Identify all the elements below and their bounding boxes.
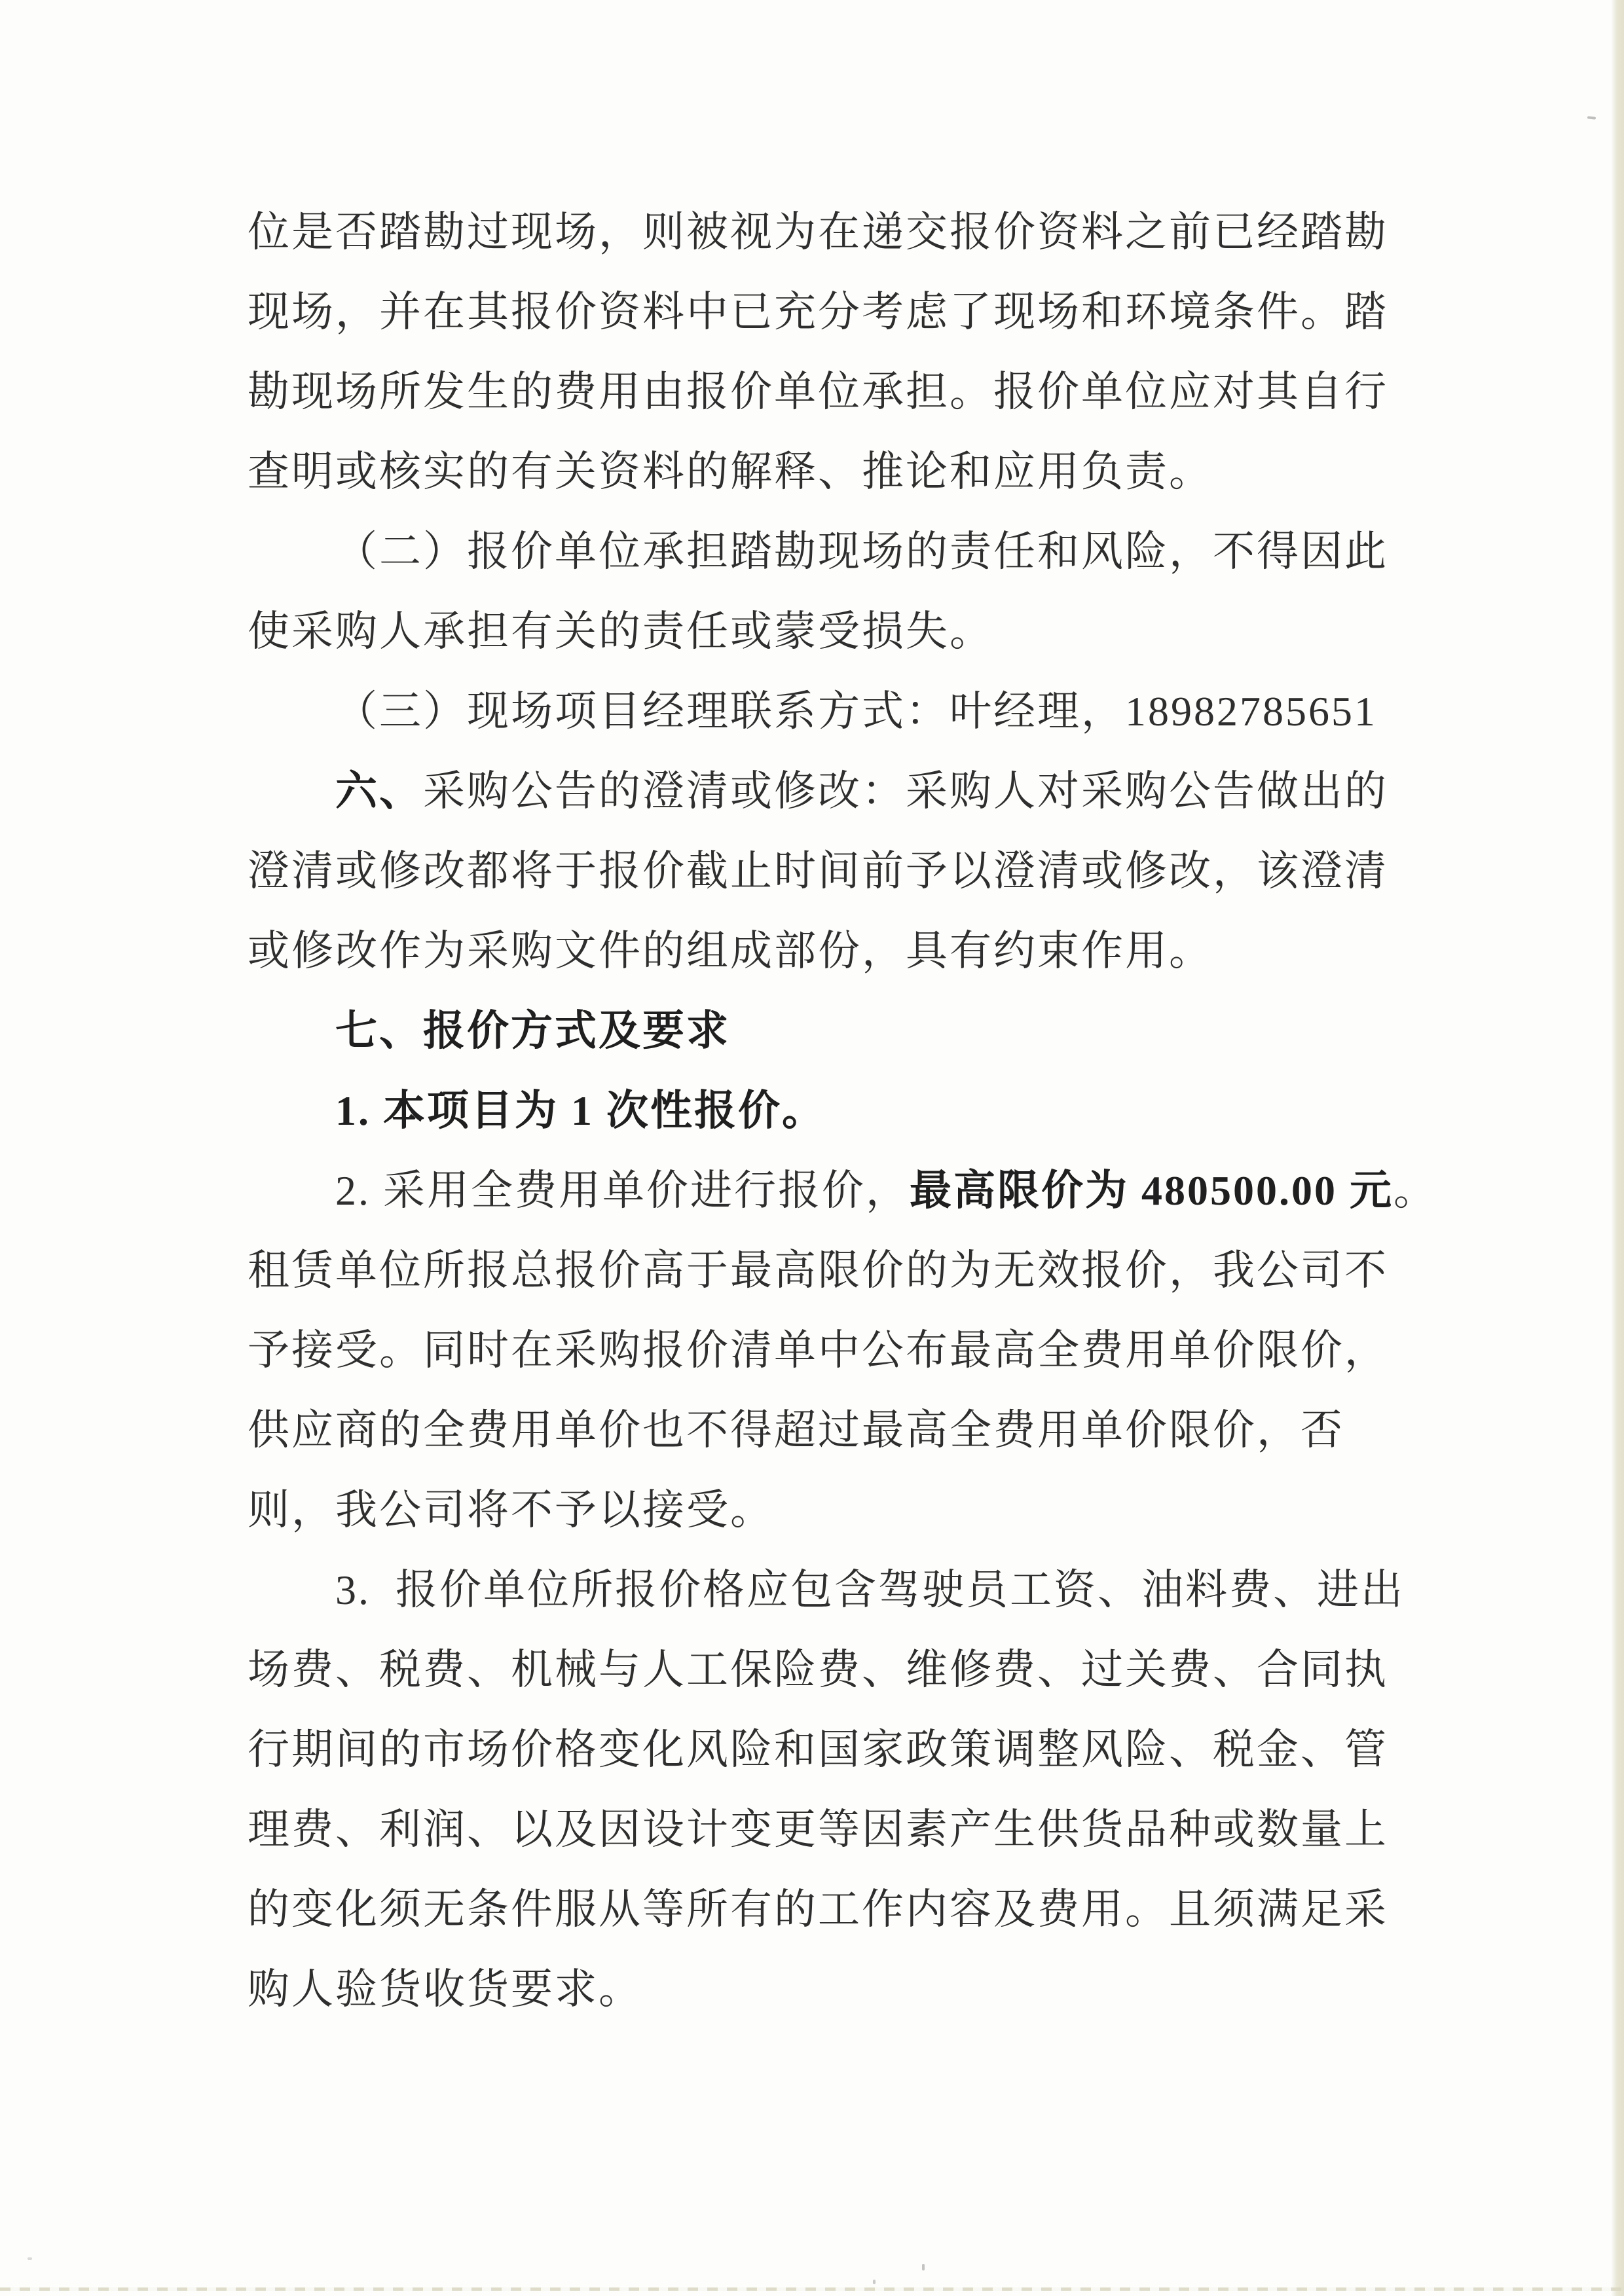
text-segment: 勘现场所发生的费用由报价单位承担。报价单位应对其自行 <box>248 369 1388 415</box>
bold-text-segment: 七、报价方式及要求 <box>335 1008 730 1054</box>
text-line-22 <box>248 1886 1388 1934</box>
text-line-11 <box>335 1007 730 1055</box>
text-line-20 <box>248 1726 1388 1774</box>
text-line-18 <box>335 1566 1405 1614</box>
text-segment: 的变化须无条件服从等所有的工作内容及费用。且须满足采 <box>248 1886 1388 1933</box>
scan-speck <box>873 2280 876 2284</box>
text-line-21 <box>248 1806 1388 1854</box>
text-segment: 查明或核实的有关资料的解释、推论和应用负责。 <box>248 448 1213 495</box>
bold-text-segment: 最高限价为 480500.00 元 <box>910 1167 1393 1214</box>
text-line-14 <box>248 1247 1388 1295</box>
text-line-2 <box>248 288 1388 337</box>
text-line-7 <box>335 687 1377 736</box>
text-line-12 <box>335 1087 826 1135</box>
text-line-9 <box>248 847 1388 896</box>
text-line-13 <box>335 1167 1437 1215</box>
text-segment: （二）报价单位承担踏勘现场的责任和风险，不得因此 <box>335 528 1388 575</box>
text-line-4 <box>248 448 1213 496</box>
text-line-3 <box>248 368 1388 416</box>
bold-text-segment: 六、 <box>335 768 423 814</box>
text-segment: 供应商的全费用单价也不得超过最高全费用单价限价，否 <box>248 1407 1344 1453</box>
text-line-15 <box>248 1326 1388 1375</box>
bold-text-segment: 1. 本项目为 1 次性报价。 <box>335 1087 826 1134</box>
text-segment: 位是否踏勘过现场，则被视为在递交报价资料之前已经踏勘 <box>248 209 1388 255</box>
text-segment: 场费、税费、机械与人工保险费、维修费、过关费、合同执 <box>248 1647 1388 1693</box>
text-segment: 理费、利润、以及因设计变更等因素产生供货品种或数量上 <box>248 1806 1388 1853</box>
text-line-6 <box>248 608 993 656</box>
text-segment: （三）现场项目经理联系方式：叶经理，18982785651 <box>335 688 1377 735</box>
text-segment: 采购公告的澄清或修改：采购人对采购公告做出的 <box>423 768 1388 814</box>
text-line-10 <box>248 927 1213 975</box>
text-segment: 行期间的市场价格变化风险和国家政策调整风险、税金、管 <box>248 1726 1388 1773</box>
text-segment: 租赁单位所报总报价高于最高限价的为无效报价，我公司不 <box>248 1247 1388 1294</box>
text-segment: 2. 采用全费用单价进行报价， <box>335 1167 910 1214</box>
text-segment: 3. 报价单位所报价格应包含驾驶员工资、油料费、进出 <box>335 1567 1405 1613</box>
text-segment: 现场，并在其报价资料中已充分考虑了现场和环境条件。踏 <box>248 289 1388 335</box>
text-segment: 。 <box>1393 1167 1437 1214</box>
text-line-19 <box>248 1646 1388 1694</box>
text-line-1 <box>248 208 1388 257</box>
text-line-5 <box>335 528 1388 576</box>
text-segment: 或修改作为采购文件的组成部份，具有约束作用。 <box>248 928 1213 974</box>
scan-speck <box>28 2257 32 2260</box>
scan-speck <box>922 2264 925 2270</box>
text-line-23 <box>248 1965 642 2014</box>
text-segment: 澄清或修改都将于报价截止时间前予以澄清或修改，该澄清 <box>248 848 1388 894</box>
text-line-8 <box>335 767 1388 816</box>
scan-edge-stripe <box>1611 0 1624 2296</box>
text-line-17 <box>248 1486 774 1535</box>
text-segment: 使采购人承担有关的责任或蒙受损失。 <box>248 608 993 655</box>
text-segment: 则，我公司将不予以接受。 <box>248 1487 774 1533</box>
text-segment: 购人验货收货要求。 <box>248 1966 642 2013</box>
scan-bottom-edge <box>0 2287 1624 2291</box>
text-line-16 <box>248 1406 1344 1455</box>
text-segment: 予接受。同时在采购报价清单中公布最高全费用单价限价， <box>248 1327 1388 1374</box>
